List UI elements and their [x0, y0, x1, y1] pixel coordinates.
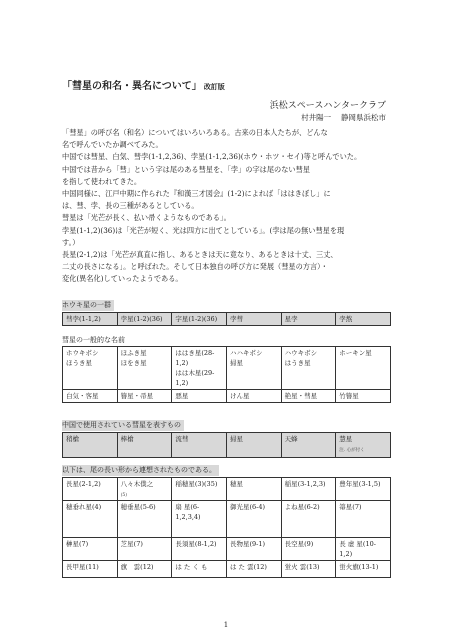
table-row [63, 501, 391, 538]
table-cell: 箒星(7) [336, 501, 391, 538]
table-cell: よね星(6-2) [281, 501, 336, 538]
table-row [63, 390, 391, 403]
table-cell: 蛍火 雲(13) [281, 561, 336, 578]
table-cell: 旗 雲(12) [117, 561, 172, 578]
table-cell: 星孛 [281, 313, 336, 326]
table-cell [172, 347, 227, 390]
table-cell: 蛍火旗(13-1) [336, 561, 391, 578]
table-cell: 艳星・彗星 [281, 390, 336, 403]
table-cell: けん星 [226, 390, 281, 403]
section-heading-houki: ホウキ星の一群 [62, 300, 114, 311]
table-row [63, 433, 391, 458]
table-cell: 天蜂 [281, 433, 336, 458]
cell-line: ははき星(28-1,2) [175, 349, 215, 367]
table-cell: は た 雲(12) [226, 561, 281, 578]
table-cell: 孛星(1-2)(36) [117, 313, 172, 326]
table-row [63, 347, 391, 390]
table-cell [117, 347, 172, 390]
organization-name: 浜松スペースハンタークラブ [269, 101, 386, 111]
table-cell: 豊年星(3-1,5) [336, 478, 391, 501]
table-cell: 稲星(3-1,2,3) [281, 478, 336, 501]
body-text [62, 127, 392, 286]
table-row [63, 313, 391, 326]
body-line: 「彗星」の呼び名（和名）についてはいろいろある。古来の日本人たちが、どんな [62, 128, 328, 137]
table-cell: 扇 星(6-1,2,3,4) [172, 501, 227, 538]
cell-line: ホウキボシ [66, 349, 99, 357]
cell-line: はうき星 [284, 359, 311, 367]
body-line: は、彗、孛、長の三種があるとしている。 [62, 201, 199, 211]
table-cell [117, 478, 172, 501]
table-cell: 簪星・帚星 [117, 390, 172, 403]
table-cell: 長須星(8-1,2) [172, 538, 227, 561]
page-number: 1 [223, 621, 229, 629]
title-subtitle: 改訂版 [203, 82, 225, 91]
cell-line: ほふき星 [120, 349, 147, 357]
title-main: 「彗星の和名・異名について」 [62, 81, 202, 92]
cell-line: ハウキボシ [284, 349, 318, 357]
section-heading-general: 彗星の一般的な名前 [62, 336, 125, 344]
table-cell: 流彗 [172, 433, 227, 458]
cell-line: ほをき星 [120, 359, 147, 367]
china-table [62, 432, 391, 458]
table-cell: 長 虚 星(10-1,2) [336, 538, 391, 561]
table-row [63, 538, 391, 561]
body-line: 彗星は「光芒が長く、払い帚くようなものである」。 [62, 213, 231, 223]
cell-line: 八々木僕之 [120, 480, 154, 488]
cell-line: ハハキボシ [229, 349, 263, 357]
table-row [63, 478, 391, 501]
table-cell: 棒槍 [117, 433, 172, 458]
body-line: 長星(2-1,2)は「光芒が真直に指し、あるときは天に竟なり、あるときは十丈、三丈、 [62, 250, 338, 260]
general-names-table [62, 346, 391, 403]
houki-table [62, 312, 391, 326]
table-cell: 穂星 [226, 478, 281, 501]
table-cell: 掃星 [226, 433, 281, 458]
table-cell: 字星(1-2)(36) [172, 313, 227, 326]
cell-line: ほうき星 [66, 359, 92, 367]
cell-note: (5) [120, 493, 128, 498]
table-cell: 稲穂星(3)(35) [172, 478, 227, 501]
table-cell [336, 347, 391, 390]
body-line: 孛星(1-1,2)(36)は「光芒が短く、光は四方に出てとしている」。(孛は尾の無い彗星を現 [62, 225, 345, 235]
table-cell: 悪星 [172, 390, 227, 403]
body-line: を指して使われてきた。 [62, 176, 142, 186]
table-cell: 孛熬 [336, 313, 391, 326]
table-cell: 彗孛(1-1,2) [63, 313, 118, 326]
table-cell: 長星(2-1,2) [63, 478, 118, 501]
section-heading-shape: 以下は、尾の長い形から連想されたものである。 [62, 465, 219, 476]
table-cell [63, 347, 118, 390]
cell-line: 慧星 [339, 435, 353, 443]
body-line: 中国では昔から「彗」という字は尾のある彗星を、「孛」の字は尾のない彗星 [62, 164, 310, 174]
table-cell: 孛彗 [226, 313, 281, 326]
body-line: 中国同様に、江戸中期に作られた『和漢三才図会』(1-2)によれば「ははきぼし」に [62, 189, 331, 199]
body-line: 変化(異名化)していったようである。 [62, 274, 183, 284]
table-cell: 竹簪星 [336, 390, 391, 403]
body-line: す。） [62, 237, 80, 247]
table-cell [281, 347, 336, 390]
table-cell: 長甲星(11) [63, 561, 118, 578]
body-line: 中国では彗星、白気、彗孛(1-1,2,36)、孛星(1-1,2,36)(ホウ・ホツ・セイ)等と呼んでいた。 [62, 152, 362, 162]
table-cell: 穂垂星(5-6) [117, 501, 172, 538]
cell-line: 掃星 [229, 359, 243, 367]
table-cell: は た く も [172, 561, 227, 578]
table-cell: 芝星(7) [117, 538, 172, 561]
section-heading-china: 中国で使用されている彗星を表すもの [62, 420, 184, 431]
table-cell [226, 347, 281, 390]
cell-line: ホーキン星 [339, 349, 372, 357]
table-cell [336, 433, 391, 458]
body-line: 二丈の長さになる」。と呼ばれた。そして日本独自の呼び方に発展（彗星の方言）・ [62, 262, 328, 272]
body-line: 名で呼んでいたか調べてみた。 [62, 140, 163, 150]
table-cell: 榊星(7) [63, 538, 118, 561]
table-cell: 長物星(9-1) [226, 538, 281, 561]
table-cell: 稍槍 [63, 433, 118, 458]
author-line: 村井陽一 静岡県浜松市 [301, 113, 386, 122]
table-cell: 御光星(6-4) [226, 501, 281, 538]
shape-names-table [62, 477, 391, 578]
table-row [63, 561, 391, 578]
cell-line: はは木星(29-1,2) [175, 369, 215, 387]
table-cell: 長空星(9) [281, 538, 336, 561]
table-cell: 穂垂れ星(4) [63, 501, 118, 538]
document-title [62, 77, 225, 92]
cell-note: 注. 心が付く [339, 448, 365, 453]
table-cell: 白気・客星 [63, 390, 118, 403]
